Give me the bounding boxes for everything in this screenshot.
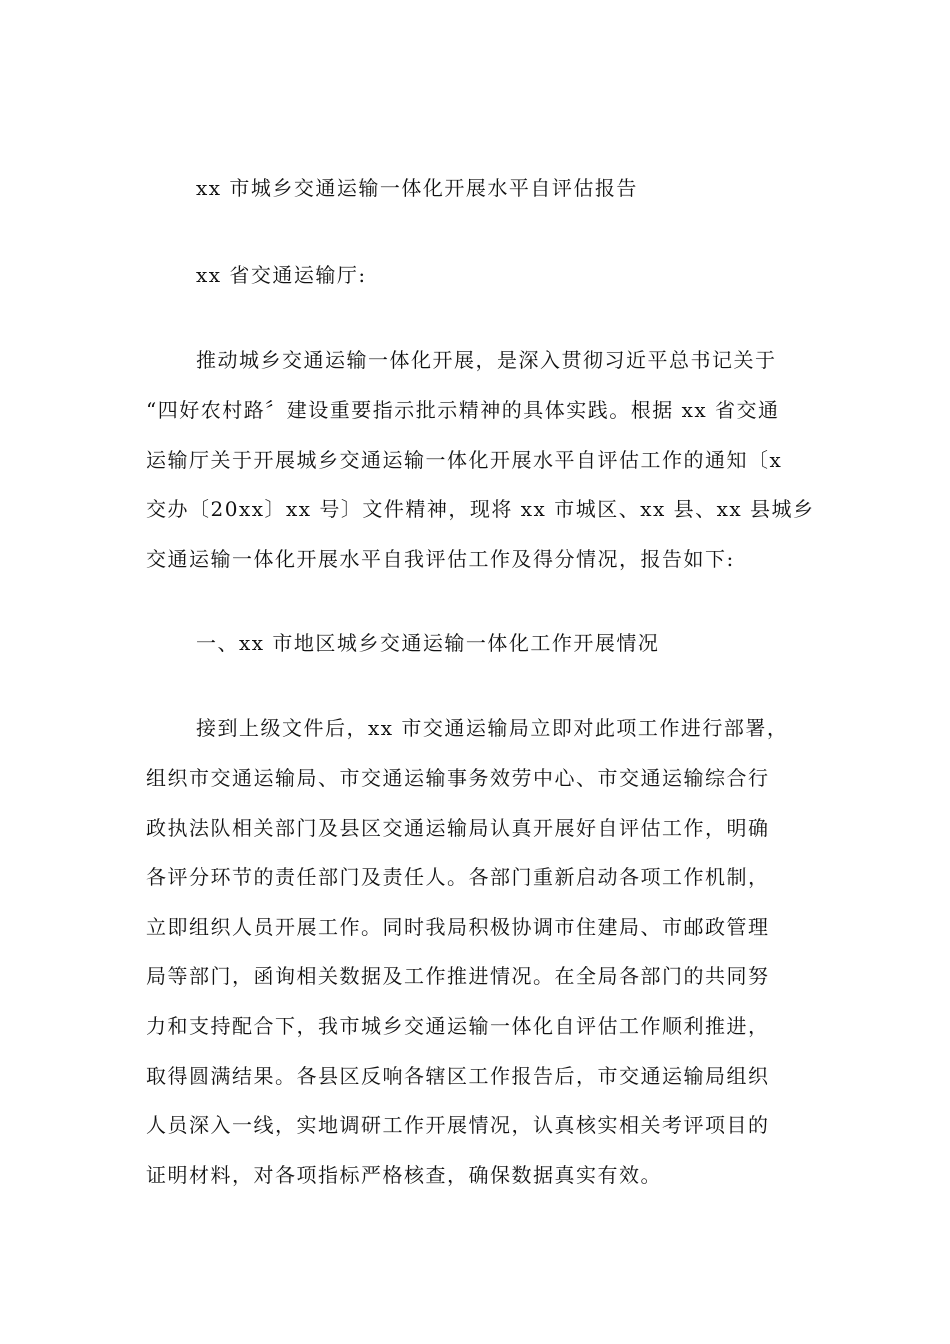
paragraph-2-continuation [146, 754, 806, 1200]
paragraph-2-line-2: 组织市交通运输局、市交通运输事务效劳中心、市交通运输综合行 [146, 766, 770, 790]
paragraph-1-line-2: “四好农村路〞建设重要指示批示精神的具体实践。根据 xx 省交通 [146, 398, 780, 422]
addressee: xx 省交通运输厅: [196, 263, 367, 287]
paragraph-2-line-1: 接到上级文件后，xx 市交通运输局立即对此项工作进行部署， [196, 716, 789, 740]
paragraph-1-line-4: 交办〔20xx〕xx 号〕文件精神，现将 xx 市城区、xx 县、xx 县城乡 [146, 497, 815, 522]
paragraph-2-line-5: 立即组织人员开展工作。同时我局积极协调市住建局、市邮政管理 [146, 914, 770, 939]
paragraph-1-continuation [146, 386, 815, 584]
section-1-heading: 一、xx 市地区城乡交通运输一体化工作开展情况 [196, 631, 660, 655]
paragraph-2-line-3: 政执法队相关部门及县区交通运输局认真开展好自评估工作，明确 [146, 815, 770, 840]
paragraph-2-line-6: 局等部门，函询相关数据及工作推进情况。在全局各部门的共同努 [146, 964, 770, 989]
paragraph-1-line-1: 推动城乡交通运输一体化开展，是深入贯彻习近平总书记关于 [196, 348, 777, 372]
paragraph-2-line-10: 证明材料，对各项指标严格核查，确保数据真实有效。 [146, 1162, 662, 1187]
document-title: xx 市城乡交通运输一体化开展水平自评估报告 [196, 176, 638, 200]
paragraph-2-line-9: 人员深入一线，实地调研工作开展情况，认真核实相关考评项目的 [146, 1113, 770, 1138]
paragraph-1-line-5: 交通运输一体化开展水平自我评估工作及得分情况，报告如下: [146, 546, 735, 571]
paragraph-2-line-4: 各评分环节的责任部门及责任人。各部门重新启动各项工作机制， [146, 865, 770, 890]
paragraph-1-line-3: 运输厅关于开展城乡交通运输一体化开展水平自评估工作的通知〔x [146, 447, 783, 472]
paragraph-2-line-7: 力和支持配合下，我市城乡交通运输一体化自评估工作顺利推进， [146, 1013, 770, 1038]
paragraph-2-line-8: 取得圆满结果。各县区反响各辖区工作报告后，市交通运输局组织 [146, 1063, 770, 1088]
